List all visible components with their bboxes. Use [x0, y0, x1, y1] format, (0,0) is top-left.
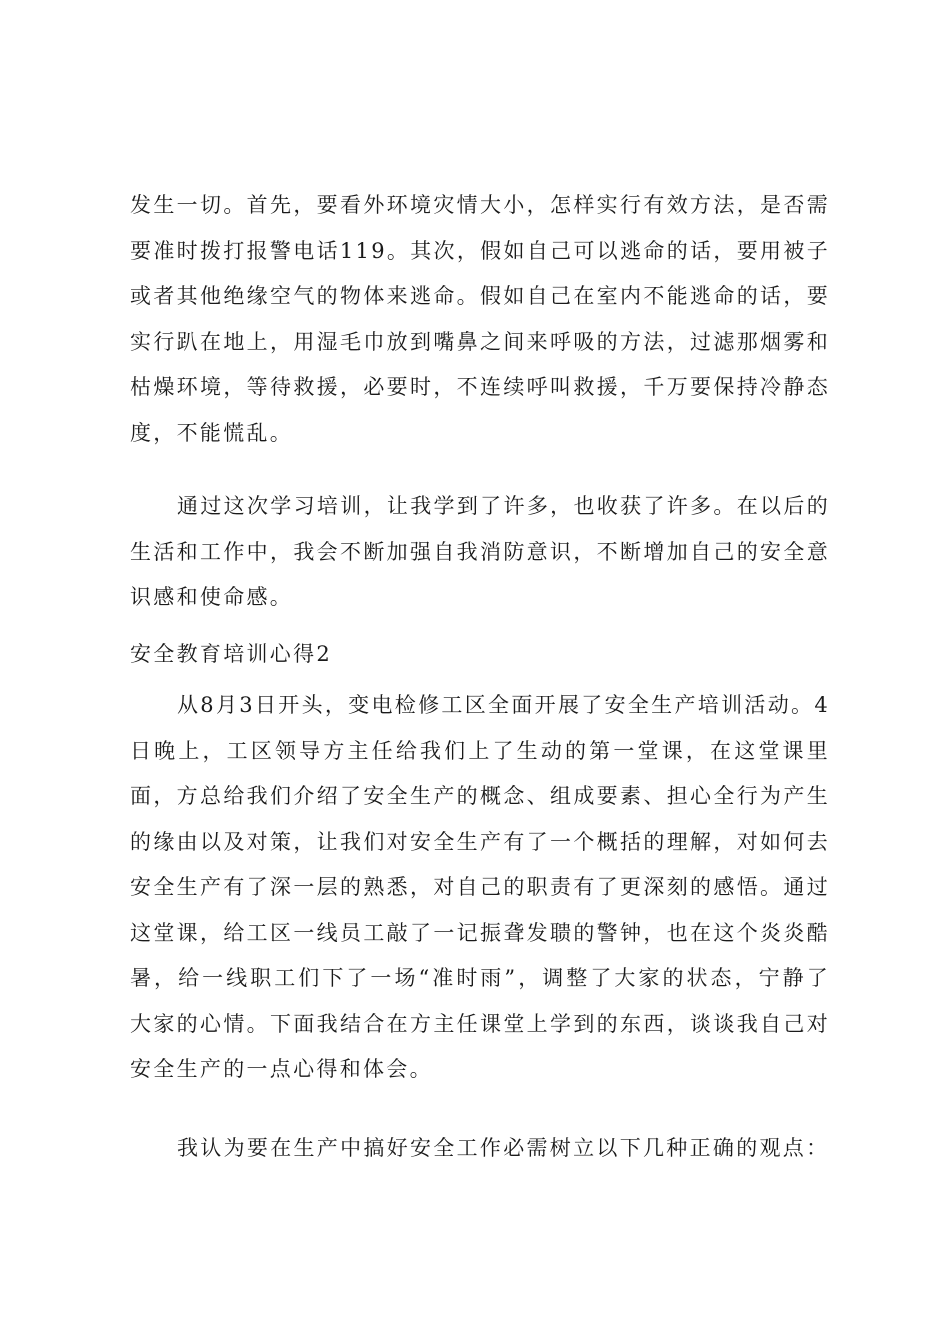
- section-heading: 安全教育培训心得2: [130, 642, 333, 666]
- paragraph-fire-escape-continuation: 发生一切。首先，要看外环境灾情大小，怎样实行有效方法，是否需要准时拨打报警电话119。其次，假如自己可以逃命的话，要用被子或者其他绝缘空气的物体来逃命。假如自己在室内不能逃命的话，要实行趴在地上，用湿毛巾放到嘴鼻之间来呼吸的方法，过滤那烟雾和枯燥环境，等待救援，必要时，不连续呼叫救援，千万要保持冷静态度，不能慌乱。: [130, 193, 830, 445]
- paragraph-training-conclusion: 通过这次学习培训，让我学到了许多，也收获了许多。在以后的生活和工作中，我会不断加强自我消防意识，不断增加自己的安全意识感和使命感。: [130, 494, 830, 609]
- paragraph-safety-training-intro: 从8月3日开头，变电检修工区全面开展了安全生产培训活动。4日晚上，工区领导方主任给我们上了生动的第一堂课，在这堂课里面，方总给我们介绍了安全生产的概念、组成要素、担心全行为产生的缘由以及对策，让我们对安全生产有了一个概括的理解，对如何去安全生产有了深一层的熟悉，对自己的职责有了更深刻的感悟。通过这堂课，给工区一线员工敲了一记振聋发聩的警钟，也在这个炎炎酷暑，给一线职工们下了一场“准时雨”，调整了大家的状态，宁静了大家的心情。下面我结合在方主任课堂上学到的东西，谈谈我自己对安全生产的一点心得和体会。: [130, 693, 830, 1081]
- paragraph-viewpoints-lead: 我认为要在生产中搞好安全工作必需树立以下几种正确的观点：: [177, 1136, 830, 1160]
